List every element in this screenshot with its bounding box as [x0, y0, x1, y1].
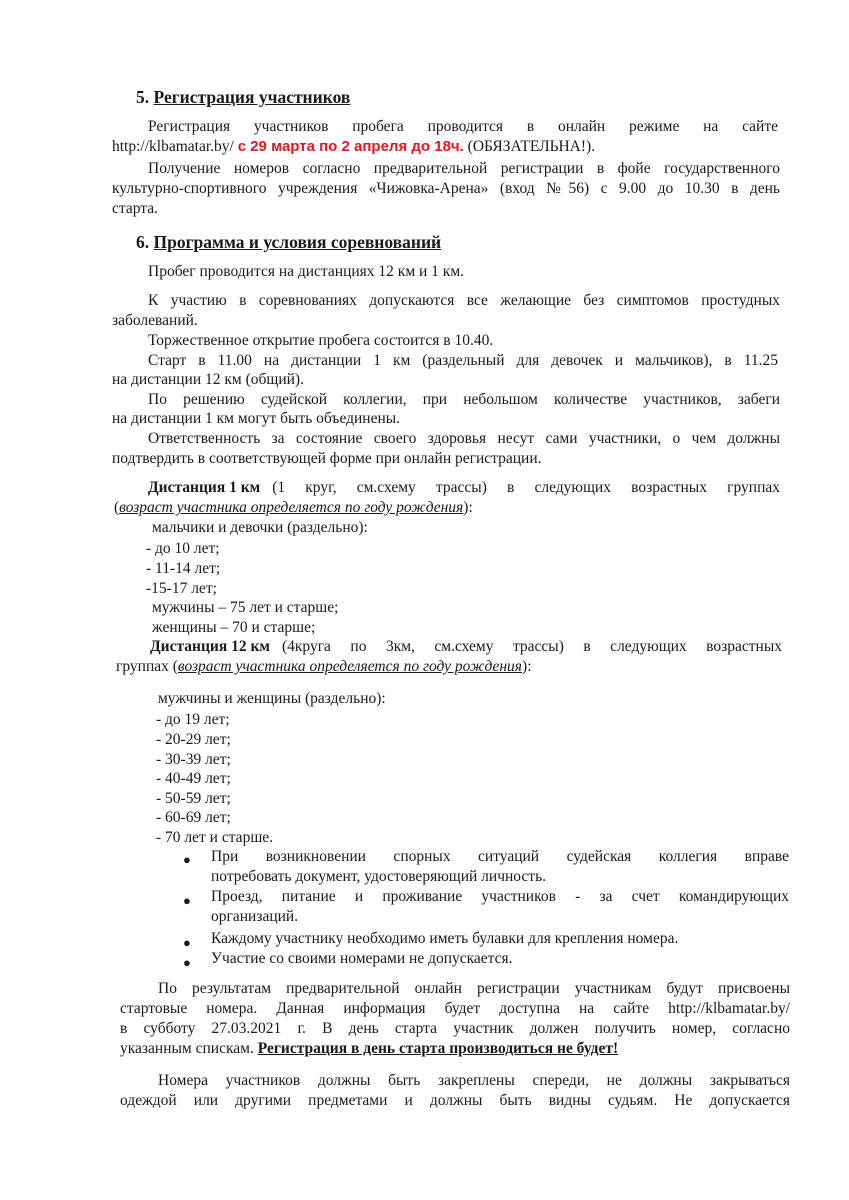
- dist12-title: Дистанция 12 км: [150, 638, 270, 655]
- s6-line3: Торжественное открытие пробега состоится в 10.40.: [148, 332, 494, 349]
- dist1-group: -15-17 лет;: [146, 580, 217, 597]
- dist1-group: женщины – 70 и старше;: [152, 619, 316, 636]
- s5-p2-line1: Получение номеров согласно предварительной регистрации в фойе государственного: [148, 160, 780, 177]
- s6-line1: Пробег проводится на дистанциях 12 км и 1 км.: [148, 263, 465, 280]
- bullet-icon: ●: [183, 955, 191, 970]
- s5-p1-line2: [112, 137, 595, 156]
- dist12-group: - 30-39 лет;: [156, 751, 231, 768]
- dist1-desc: (1 круг, см.схему трассы) в следующих возрастных группах: [272, 479, 780, 496]
- dist12-group: - 20-29 лет;: [156, 731, 231, 748]
- s6-line2a: К участию в соревнованиях допускаются все желающие без симптомов простудных: [148, 292, 780, 309]
- bullet-2-line2: организаций.: [211, 908, 299, 925]
- final-p1-line1: По результатам предварительной онлайн регистрации участникам будут присвоены: [158, 980, 790, 997]
- final-p1-lists: указанным спискам.: [120, 1040, 254, 1057]
- bullet-icon: ●: [183, 893, 191, 908]
- dist12-group: - 40-49 лет;: [156, 770, 231, 787]
- section-5-number: 5.: [136, 87, 150, 107]
- s5-registration-dates: с 29 марта по 2 апреля до 18ч.: [237, 138, 464, 155]
- no-registration-on-start-day: Регистрация в день старта производиться не будет!: [257, 1040, 619, 1057]
- dist1-note-line: [114, 498, 473, 517]
- bullet-4: Участие со своими номерами не допускается.: [211, 950, 513, 967]
- dist1-note-open: (: [114, 499, 120, 516]
- s6-line6b: подтвердить в соответствующей форме при онлайн регистрации.: [112, 450, 542, 467]
- dist12-age-note: возраст участника определяется по году рождения: [177, 658, 523, 675]
- dist12-note-close: ):: [522, 658, 532, 675]
- s5-p2-line3: старта.: [112, 200, 158, 217]
- dist12-heading-line: [150, 637, 782, 656]
- dist1-note-close: ):: [463, 499, 473, 516]
- section-6-title: Программа и условия соревнований: [153, 232, 442, 252]
- bullet-1-line1: При возникновении спорных ситуаций судейская коллегия вправе: [211, 848, 789, 865]
- dist1-group: мужчины – 75 лет и старше;: [152, 599, 339, 616]
- bullet-3: Каждому участнику необходимо иметь булавки для крепления номера.: [211, 930, 679, 947]
- dist1-group: - до 10 лет;: [146, 540, 220, 557]
- s6-line5b: на дистанции 1 км могут быть объединены.: [112, 410, 401, 427]
- s6-line4a: Старт в 11.00 на дистанции 1 км (раздельный для девочек и мальчиков), в 11.25: [148, 352, 778, 369]
- section-5-title: Регистрация участников: [153, 87, 351, 107]
- dist1-heading-line: [148, 478, 780, 497]
- final-p1-line4: [120, 1039, 618, 1058]
- section-6-number: 6.: [136, 232, 150, 252]
- section-5-heading: [136, 88, 350, 107]
- dist1-groups-label: мальчики и девочки (раздельно):: [152, 519, 368, 536]
- final-p2-line1: Номера участников должны быть закреплены спереди, не должны закрываться: [158, 1072, 790, 1089]
- bullet-icon: ●: [183, 935, 191, 950]
- dist12-group: - 60-69 лет;: [156, 809, 231, 826]
- dist1-group: - 11-14 лет;: [146, 560, 221, 577]
- s5-mandatory: (ОБЯЗАТЕЛЬНА!).: [467, 138, 596, 155]
- bullet-1-line2: потребовать документ, удостоверяющий личность.: [211, 868, 547, 885]
- s5-site-url: http://klbamatar.by/: [112, 138, 234, 155]
- section-6-heading: [136, 233, 441, 252]
- final-p1-line2: стартовые номера. Данная информация будет доступна на сайте http://klbamatar.by/: [120, 1000, 790, 1017]
- dist1-title: Дистанция 1 км: [148, 479, 261, 496]
- s6-line4b: на дистанции 12 км (общий).: [112, 371, 304, 388]
- dist12-note-prefix: группах (: [116, 658, 178, 675]
- final-p2-line2: одеждой или другими предметами и должны быть видны судьям. Не допускается: [120, 1092, 790, 1109]
- s5-p1-line1: Регистрация участников пробега проводится в онлайн режиме на сайте: [148, 118, 778, 135]
- dist12-desc: (4круга по 3км, см.схему трассы) в следующих возрастных: [281, 638, 782, 655]
- dist12-note-line: [116, 657, 532, 676]
- s6-line2b: заболеваний.: [112, 312, 198, 329]
- s5-p2-line2: культурно-спортивного учреждения «Чижовка-Арена» (вход №56) с 9.00 до 10.30 в день: [112, 180, 780, 197]
- s6-line6a: Ответственность за состояние своего здоровья несут сами участники, о чем должны: [148, 430, 780, 447]
- dist1-age-note: возраст участника определяется по году рождения: [119, 499, 464, 516]
- dist12-group: - 70 лет и старше.: [156, 829, 274, 846]
- final-p1-line3: в субботу 27.03.2021 г. В день старта участник должен получить номер, согласно: [120, 1020, 790, 1037]
- dist12-group: - 50-59 лет;: [156, 790, 231, 807]
- bullet-2-line1: Проезд, питание и проживание участников - за счет командирующих: [211, 888, 789, 905]
- dist12-groups-label: мужчины и женщины (раздельно):: [158, 690, 386, 707]
- s6-line5a: По решению судейской коллегии, при небольшом количестве участников, забеги: [148, 391, 780, 408]
- bullet-icon: ●: [183, 852, 191, 867]
- dist12-group: - до 19 лет;: [156, 711, 230, 728]
